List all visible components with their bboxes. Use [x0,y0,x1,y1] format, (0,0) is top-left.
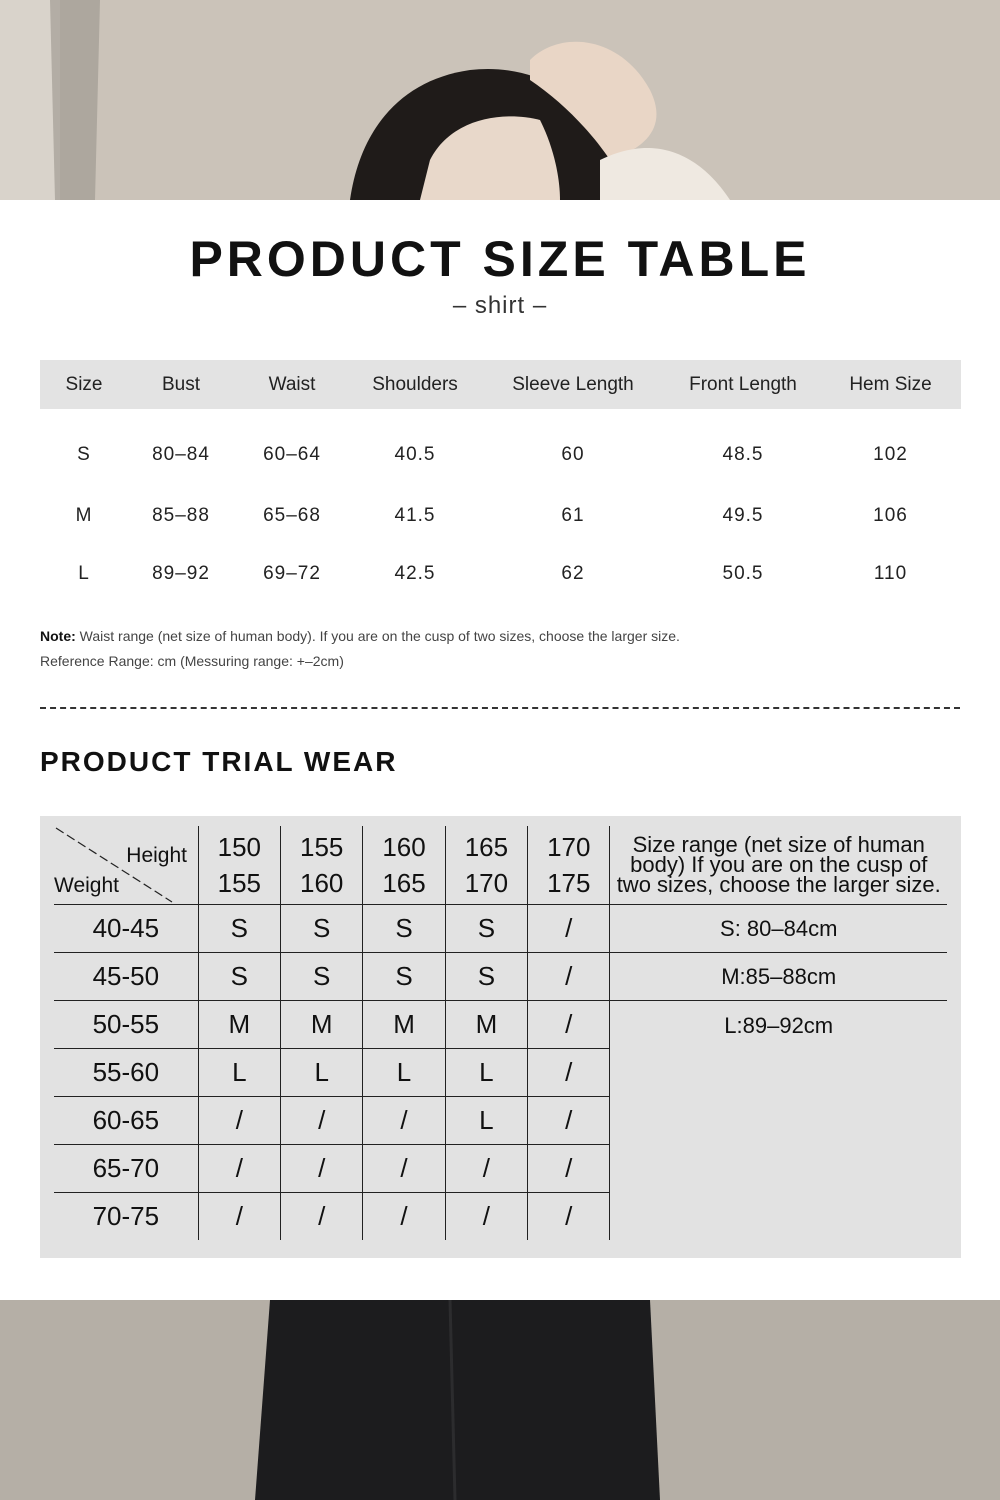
height-label: Height [126,844,187,867]
size-cell: / [445,1145,527,1193]
weight-cell: 50-55 [54,1001,198,1049]
note-label: Note: [40,628,76,644]
dashed-divider [40,707,960,709]
header-size: Size [40,360,128,409]
size-cell: L [363,1049,445,1097]
cell-size: S [77,444,91,465]
cell-front-length: 48.5 [722,444,764,465]
size-cell: / [528,1097,610,1145]
cell-hem-size: 102 [873,444,908,465]
height-col-2 [281,826,363,905]
size-cell: S [445,953,527,1001]
header-waist: Waist [234,360,350,409]
weight-label: Weight [54,874,119,897]
cell-bust: 89–92 [152,563,210,584]
cell-hem-size: 106 [873,505,908,526]
weight-cell: 60-65 [54,1097,198,1145]
model-photo-bottom [0,1300,1000,1500]
size-cell: L [445,1097,527,1145]
header-bust: Bust [128,360,234,409]
trial-wear-panel [40,816,961,1258]
model-photo-top [0,0,1000,200]
range-l: L:89–92cm [610,1001,947,1241]
size-cell: / [198,1145,280,1193]
height-from: 160 [382,832,426,862]
size-cell: M [281,1001,363,1049]
table-row [54,1001,947,1049]
size-cell: / [363,1097,445,1145]
cell-shoulders: 40.5 [394,444,436,465]
size-cell: / [198,1193,280,1241]
size-cell: L [445,1049,527,1097]
header-sleeve-length: Sleeve Length [480,360,666,409]
size-cell: S [281,905,363,953]
height-to: 160 [299,868,344,898]
trial-wear-table [54,826,947,1240]
cell-bust: 85–88 [152,505,210,526]
size-cell: S [281,953,363,1001]
range-m: M:85–88cm [610,953,947,1001]
size-cell: / [281,1193,363,1241]
height-col-5 [528,826,610,905]
size-cell: S [363,905,445,953]
header-shoulders: Shoulders [350,360,480,409]
height-from: 165 [464,832,509,862]
cell-waist: 65–68 [263,505,321,526]
size-table [40,360,961,603]
size-cell: L [198,1049,280,1097]
cell-front-length: 49.5 [722,505,764,526]
size-cell: / [528,1001,610,1049]
cell-sleeve-length: 62 [561,563,585,584]
height-col-3 [363,826,445,905]
height-from: 170 [547,832,591,862]
weight-cell: 70-75 [92,1201,160,1231]
size-cell: / [363,1193,445,1241]
size-note [40,624,680,674]
cell-size: L [78,563,90,584]
table-row [54,953,947,1001]
size-cell: S [198,905,280,953]
cell-shoulders: 42.5 [394,563,436,584]
size-cell: / [363,1145,445,1193]
cell-waist: 69–72 [263,563,321,584]
height-to: 155 [217,868,262,898]
cell-hem-size: 110 [873,563,908,584]
height-from: 155 [299,832,344,862]
page-subtitle: – shirt – [452,292,548,319]
height-col-1 [198,826,280,905]
table-row [40,409,961,487]
header-hem-size: Hem Size [820,360,961,409]
cell-bust: 80–84 [152,444,210,465]
size-card [0,200,1000,1300]
size-cell: / [528,953,610,1001]
size-cell: S [445,905,527,953]
table-row [40,487,961,545]
size-cell: M [445,1001,527,1049]
size-cell: S [363,953,445,1001]
height-to: 165 [382,868,426,898]
size-cell: M [363,1001,445,1049]
range-s: S: 80–84cm [610,905,947,953]
size-table-header [40,360,961,409]
size-cell: S [198,953,280,1001]
header-front-length: Front Length [666,360,820,409]
size-cell: / [528,1049,610,1097]
height-col-4 [445,826,527,905]
reference-range: Reference Range: cm (Messuring range: +–2cm) [40,653,344,669]
cell-shoulders: 41.5 [394,505,436,526]
note-line [40,624,680,649]
cell-sleeve-length: 60 [561,444,585,465]
size-cell: M [198,1001,280,1049]
cell-size: M [75,505,93,526]
diagonal-header-cell [54,826,198,905]
cell-sleeve-length: 61 [561,505,585,526]
height-from: 150 [217,832,262,862]
size-cell: / [528,1193,610,1241]
height-to: 175 [547,868,591,898]
size-cell: L [281,1049,363,1097]
trial-header-row [54,826,947,905]
size-cell: / [281,1097,363,1145]
weight-cell: 40-45 [54,905,198,953]
cell-waist: 60–64 [263,444,321,465]
size-range-note: Size range (net size of human body) If you are on the cusp of two sizes, choose the larger size. [610,826,947,905]
size-cell: / [528,905,610,953]
size-cell: / [445,1193,527,1241]
height-to: 170 [464,868,509,898]
table-row [40,545,961,603]
table-row [54,905,947,953]
note-text: Waist range (net size of human body). If you are on the cusp of two sizes, choose the larger size. [75,628,680,644]
weight-cell: 45-50 [54,953,198,1001]
weight-cell: 65-70 [54,1145,198,1193]
cell-front-length: 50.5 [722,563,764,584]
trial-wear-title: PRODUCT TRIAL WEAR [40,746,398,777]
size-cell: / [281,1145,363,1193]
page-title: PRODUCT SIZE TABLE [189,231,811,287]
weight-cell: 55-60 [54,1049,198,1097]
size-cell: / [528,1145,610,1193]
size-cell: / [198,1097,280,1145]
